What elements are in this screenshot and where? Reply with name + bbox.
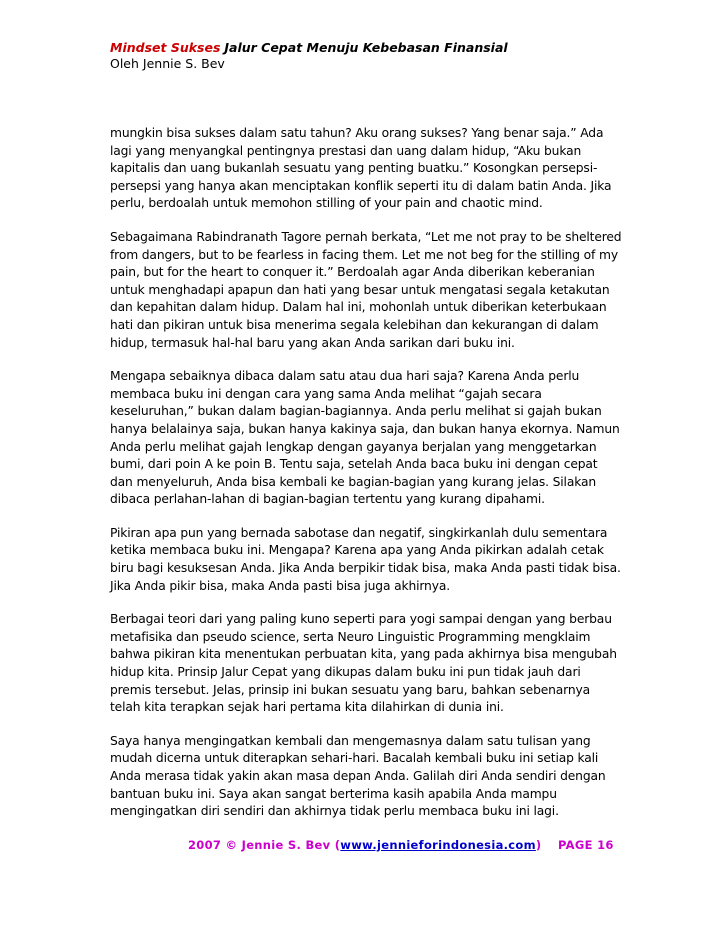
header-subtitle: Jalur Cepat Menuju Kebebasan Finansial bbox=[224, 40, 508, 55]
header-author: Oleh Jennie S. Bev bbox=[110, 56, 225, 71]
page-header bbox=[110, 40, 630, 72]
page-number: PAGE 16 bbox=[558, 838, 614, 852]
footer-credit-prefix: 2007 © Jennie S. Bev ( bbox=[188, 838, 341, 852]
header-brand: Mindset Sukses bbox=[110, 40, 221, 55]
footer-credit-suffix: ) bbox=[535, 838, 542, 852]
paragraph-2: Sebagaimana Rabindranath Tagore pernah berkata, “Let me not pray to be sheltered from dangers, but to be fearless in facing them. Let me not beg for the stilling of my pain, but for the heart to conquer it.” Berdoalah agar Anda diberikan keberanian untuk menghadapi apapun dan hati yang besar untuk mengatasi segala ketakutan dan kepahitan dalam hidup. Dalam hal ini, mohonlah untuk diberikan keterbukaan hati dan pikiran untuk bisa menerima segala kelebihan dan kekurangan di dalam hidup, termasuk hal-hal baru yang akan Anda sarikan dari buku ini. bbox=[110, 229, 622, 350]
footer-credit bbox=[188, 838, 541, 852]
paragraph-6: Saya hanya mengingatkan kembali dan mengemasnya dalam satu tulisan yang mudah dicerna untuk diterapkan sehari-hari. Bacalah kembali buku ini setiap kali Anda merasa tidak yakin akan masa depan Anda. Galilah diri Anda sendiri dengan bantuan buku ini. Saya akan sangat berterima kasih apabila Anda mampu mengingatkan diri sendiri dan akhirnya tidak perlu membaca buku ini lagi. bbox=[110, 733, 606, 819]
paragraph-1: mungkin bisa sukses dalam satu tahun? Aku orang sukses? Yang benar saja.” Ada lagi yang menyangkal pentingnya prestasi dan uang dalam hidup, “Aku bukan kapitalis dan uang bukanlah sesuatu yang penting buatku.” Kosongkan persepsi-persepsi yang hanya akan menciptakan konflik seperti itu di dalam batin Anda. Jika perlu, berdoalah untuk memohon stilling of your pain and chaotic mind. bbox=[110, 126, 612, 211]
document-body bbox=[110, 125, 622, 837]
paragraph-5: Berbagai teori dari yang paling kuno seperti para yogi sampai dengan yang berbau metafisika dan pseudo science, serta Neuro Linguistic Programming mengklaim bahwa pikiran kita menentukan perbuatan kita, yang pada akhirnya bisa mengubah hidup kita. Prinsip Jalur Cepat yang dikupas dalam buku ini pun tidak jauh dari premis tersebut. Jelas, prinsip ini bukan sesuatu yang baru, bahkan sebenarnya telah kita terapkan sejak hari pertama kita dilahirkan di dunia ini. bbox=[110, 612, 617, 715]
paragraph-4: Pikiran apa pun yang bernada sabotase dan negatif, singkirkanlah dulu sementara ketika membaca buku ini. Mengapa? Karena apa yang Anda pikirkan adalah cetak biru bagi kesuksesan Anda. Jika Anda berpikir tidak bisa, maka Anda pasti tidak bisa. Jika Anda pikir bisa, maka Anda pasti bisa juga akhirnya. bbox=[110, 525, 621, 593]
paragraph-3: Mengapa sebaiknya dibaca dalam satu atau dua hari saja? Karena Anda perlu membaca buku ini dengan cara yang sama Anda melihat “gajah secara keseluruhan,” bukan dalam bagian-bagiannya. Anda perlu melihat si gajah bukan hanya belalainya saja, bukan hanya kakinya saja, dan bukan hanya ekornya. Namun Anda perlu melihat gajah lengkap dengan gayanya berjalan yang menggetarkan bumi, dari poin A ke poin B. Tentu saja, setelah Anda baca buku ini dengan cepat dan menyeluruh, Anda bisa kembali ke bagian-bagian yang kurang jelas. Silakan dibaca perlahan-lahan di bagian-bagian tertentu yang kurang dipahami. bbox=[110, 369, 620, 507]
footer-website-link[interactable]: www.jennieforindonesia.com bbox=[340, 838, 536, 852]
